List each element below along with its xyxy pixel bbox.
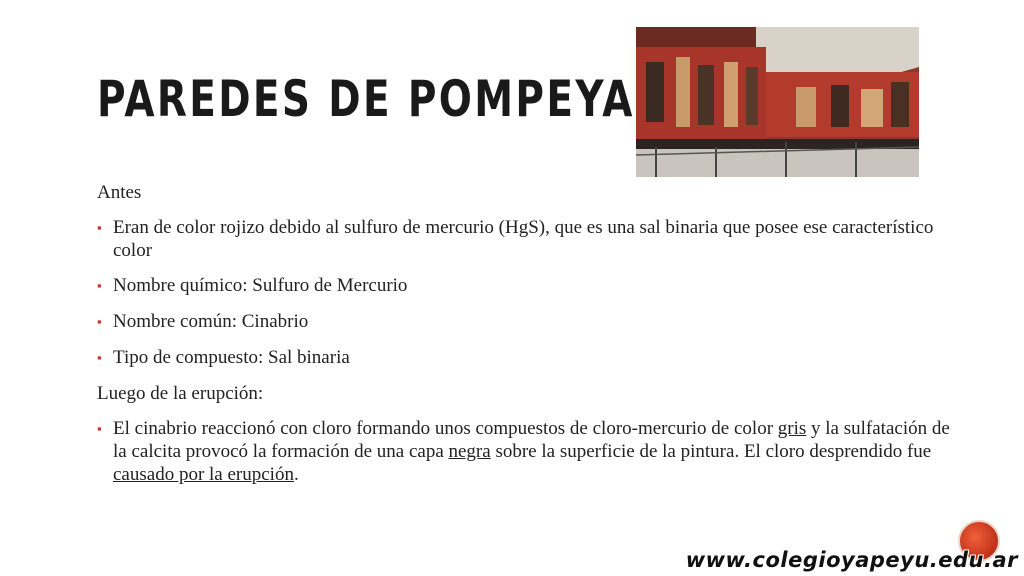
bullet-icon: ▪ bbox=[97, 350, 102, 365]
list-item bbox=[97, 274, 957, 297]
after-text-2: y la sulfatación de la calcita provocó la formación de una capa bbox=[113, 418, 950, 462]
pompeii-fresco-photo bbox=[636, 27, 919, 177]
list-item bbox=[97, 417, 957, 486]
bullet-icon: ▪ bbox=[97, 421, 102, 436]
list-item-text: Nombre común: Cinabrio bbox=[113, 311, 309, 332]
underlined-negra: negra bbox=[448, 441, 491, 462]
underlined-gris: gris bbox=[777, 418, 807, 439]
bullet-icon: ▪ bbox=[97, 220, 102, 235]
slide-body bbox=[97, 181, 957, 486]
watermark-url: www.colegioyapeyu.edu.ar bbox=[685, 548, 1018, 572]
list-item bbox=[97, 216, 957, 262]
underlined-causado: causado por la erupción bbox=[113, 464, 294, 485]
after-heading: Luego de la erupción: bbox=[97, 383, 264, 404]
list-item bbox=[97, 310, 957, 333]
after-text-3: sobre la superficie de la pintura. El cloro desprendido fue bbox=[490, 441, 932, 462]
list-item-text: Eran de color rojizo debido al sulfuro de mercurio (HgS), que es una sal binaria que posee ese característico color bbox=[113, 217, 934, 261]
after-text-4: . bbox=[293, 464, 299, 485]
bullet-icon: ▪ bbox=[97, 314, 102, 329]
slide-title: PAREDES DE POMPEYA bbox=[97, 70, 635, 128]
after-text-1: El cinabrio reaccionó con cloro formando unos compuestos de cloro-mercurio de color bbox=[113, 418, 778, 439]
before-heading: Antes bbox=[97, 182, 142, 203]
list-item-text: Tipo de compuesto: Sal binaria bbox=[113, 347, 350, 368]
list-item bbox=[97, 346, 957, 369]
list-item-text: Nombre químico: Sulfuro de Mercurio bbox=[113, 275, 408, 296]
bullet-icon: ▪ bbox=[97, 278, 102, 293]
